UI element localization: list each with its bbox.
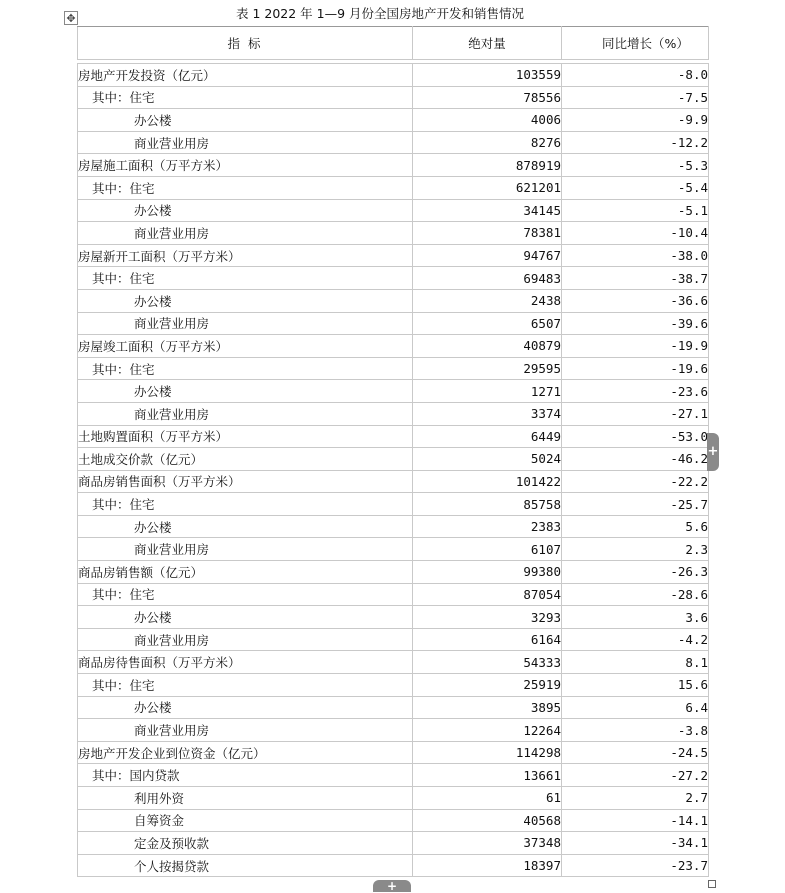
absolute-value-cell: 6107 [413,538,562,561]
table-row [78,335,709,358]
growth-value-cell: 3.6 [562,606,709,629]
table-row [78,674,709,697]
indicator-cell: 其中：住宅 [78,583,413,606]
indicator-cell: 办公楼 [78,380,413,403]
growth-value-cell: -22.2 [562,470,709,493]
absolute-value-cell: 3374 [413,402,562,425]
absolute-value-cell: 78381 [413,222,562,245]
indicator-cell: 自筹资金 [78,809,413,832]
growth-value-cell: 5.6 [562,515,709,538]
growth-value-cell: 8.1 [562,651,709,674]
growth-value-cell: -34.1 [562,832,709,855]
absolute-value-cell: 878919 [413,154,562,177]
indicator-cell: 房地产开发投资（亿元） [78,64,413,87]
absolute-value-cell: 621201 [413,176,562,199]
absolute-value-cell: 25919 [413,674,562,697]
indicator-cell: 商业营业用房 [78,222,413,245]
absolute-value-cell: 87054 [413,583,562,606]
indicator-cell: 商品房销售额（亿元） [78,561,413,584]
growth-value-cell: -24.5 [562,741,709,764]
absolute-value-cell: 4006 [413,109,562,132]
growth-value-cell: -26.3 [562,561,709,584]
table-row [78,402,709,425]
indicator-cell: 房屋施工面积（万平方米） [78,154,413,177]
absolute-value-cell: 114298 [413,741,562,764]
growth-value-cell: -19.9 [562,335,709,358]
table-row [78,199,709,222]
add-row-plus-icon[interactable]: + [373,880,411,892]
indicator-cell: 其中：住宅 [78,176,413,199]
growth-value-cell: -53.0 [562,425,709,448]
table-row [78,64,709,87]
indicator-cell: 土地购置面积（万平方米） [78,425,413,448]
table-row [78,832,709,855]
indicator-cell: 其中：住宅 [78,267,413,290]
indicator-cell: 办公楼 [78,289,413,312]
indicator-cell: 房屋竣工面积（万平方米） [78,335,413,358]
table-row [78,696,709,719]
growth-value-cell: -10.4 [562,222,709,245]
absolute-value-cell: 8276 [413,131,562,154]
absolute-value-cell: 61 [413,787,562,810]
header-absolute: 绝对量 [413,27,562,60]
absolute-value-cell: 2438 [413,289,562,312]
table-row [78,470,709,493]
table-row [78,425,709,448]
header-indicator: 指 标 [78,27,413,60]
data-table [77,26,709,877]
indicator-cell: 房地产开发企业到位资金（亿元） [78,741,413,764]
indicator-cell: 其中：住宅 [78,493,413,516]
indicator-cell: 商业营业用房 [78,719,413,742]
growth-value-cell: -4.2 [562,628,709,651]
indicator-cell: 商业营业用房 [78,312,413,335]
table-row [78,764,709,787]
indicator-cell: 办公楼 [78,696,413,719]
growth-value-cell: 2.3 [562,538,709,561]
absolute-value-cell: 37348 [413,832,562,855]
absolute-value-cell: 85758 [413,493,562,516]
absolute-value-cell: 13661 [413,764,562,787]
indicator-cell: 其中：住宅 [78,86,413,109]
absolute-value-cell: 54333 [413,651,562,674]
add-column-plus-icon[interactable]: + [707,433,719,471]
indicator-cell: 商业营业用房 [78,402,413,425]
absolute-value-cell: 103559 [413,64,562,87]
growth-value-cell: -28.6 [562,583,709,606]
absolute-value-cell: 99380 [413,561,562,584]
absolute-value-cell: 3293 [413,606,562,629]
table-row [78,244,709,267]
table-header-row [78,27,709,60]
table-row [78,628,709,651]
growth-value-cell: -36.6 [562,289,709,312]
indicator-cell: 商业营业用房 [78,628,413,651]
table-move-handle-icon[interactable]: ✥ [64,11,78,25]
table-row [78,538,709,561]
indicator-cell: 商业营业用房 [78,538,413,561]
absolute-value-cell: 2383 [413,515,562,538]
table-row [78,606,709,629]
indicator-cell: 其中：住宅 [78,674,413,697]
growth-value-cell: -27.2 [562,764,709,787]
indicator-cell: 商品房待售面积（万平方米） [78,651,413,674]
table-row [78,719,709,742]
table-row [78,380,709,403]
absolute-value-cell: 6507 [413,312,562,335]
table-resize-handle-icon[interactable] [708,880,716,888]
absolute-value-cell: 29595 [413,357,562,380]
header-growth: 同比增长（%） [562,27,709,60]
growth-value-cell: -5.3 [562,154,709,177]
table-row [78,154,709,177]
indicator-cell: 商品房销售面积（万平方米） [78,470,413,493]
table-row [78,86,709,109]
growth-value-cell: -38.7 [562,267,709,290]
table-row [78,809,709,832]
indicator-cell: 办公楼 [78,109,413,132]
absolute-value-cell: 69483 [413,267,562,290]
absolute-value-cell: 3895 [413,696,562,719]
table-row [78,787,709,810]
indicator-cell: 办公楼 [78,199,413,222]
indicator-cell: 定金及预收款 [78,832,413,855]
table-row [78,357,709,380]
growth-value-cell: -25.7 [562,493,709,516]
growth-value-cell: -3.8 [562,719,709,742]
indicator-cell: 土地成交价款（亿元） [78,448,413,471]
growth-value-cell: -7.5 [562,86,709,109]
table-row [78,222,709,245]
table-row [78,267,709,290]
table-caption: 表 1 2022 年 1—9 月份全国房地产开发和销售情况 [236,6,525,21]
growth-value-cell: -38.0 [562,244,709,267]
table-row [78,493,709,516]
table-row [78,651,709,674]
growth-value-cell: -23.6 [562,380,709,403]
growth-value-cell: -27.1 [562,402,709,425]
growth-value-cell: -5.4 [562,176,709,199]
growth-value-cell: 15.6 [562,674,709,697]
growth-value-cell: -12.2 [562,131,709,154]
indicator-cell: 办公楼 [78,515,413,538]
indicator-cell: 房屋新开工面积（万平方米） [78,244,413,267]
absolute-value-cell: 40879 [413,335,562,358]
table-row [78,741,709,764]
absolute-value-cell: 1271 [413,380,562,403]
absolute-value-cell: 40568 [413,809,562,832]
growth-value-cell: 2.7 [562,787,709,810]
growth-value-cell: -19.6 [562,357,709,380]
table-row [78,312,709,335]
absolute-value-cell: 34145 [413,199,562,222]
table-row [78,583,709,606]
indicator-cell: 利用外资 [78,787,413,810]
growth-value-cell: -5.1 [562,199,709,222]
indicator-cell: 其中：住宅 [78,357,413,380]
growth-value-cell: 6.4 [562,696,709,719]
indicator-cell: 个人按揭贷款 [78,854,413,877]
absolute-value-cell: 6449 [413,425,562,448]
absolute-value-cell: 12264 [413,719,562,742]
absolute-value-cell: 101422 [413,470,562,493]
indicator-cell: 办公楼 [78,606,413,629]
growth-value-cell: -23.7 [562,854,709,877]
absolute-value-cell: 94767 [413,244,562,267]
absolute-value-cell: 5024 [413,448,562,471]
table-row [78,289,709,312]
table-row [78,109,709,132]
indicator-cell: 其中：国内贷款 [78,764,413,787]
table-row [78,448,709,471]
growth-value-cell: -9.9 [562,109,709,132]
growth-value-cell: -8.0 [562,64,709,87]
growth-value-cell: -14.1 [562,809,709,832]
absolute-value-cell: 6164 [413,628,562,651]
absolute-value-cell: 18397 [413,854,562,877]
growth-value-cell: -46.2 [562,448,709,471]
growth-value-cell: -39.6 [562,312,709,335]
table-row [78,131,709,154]
table-row [78,854,709,877]
indicator-cell: 商业营业用房 [78,131,413,154]
table-row [78,561,709,584]
table-row [78,176,709,199]
absolute-value-cell: 78556 [413,86,562,109]
table-row [78,515,709,538]
